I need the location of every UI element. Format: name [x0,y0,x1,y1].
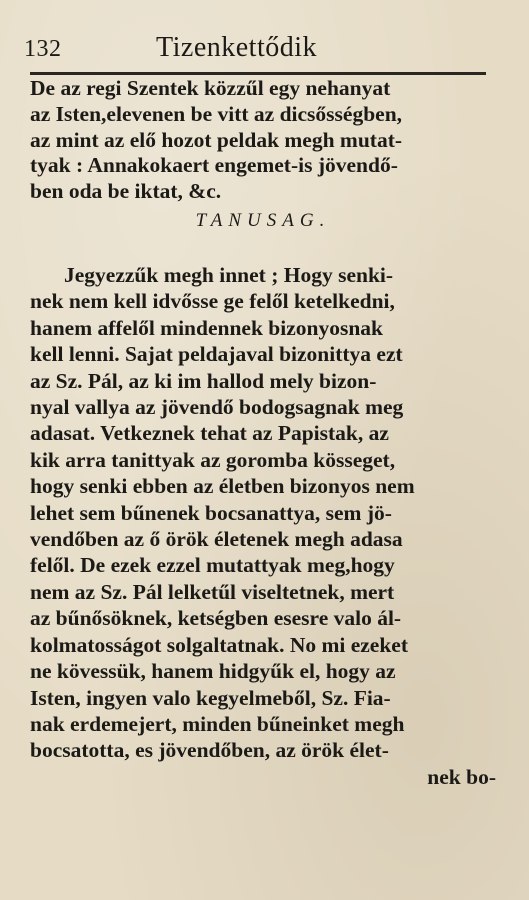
section-heading-block [30,206,496,240]
text-line: ben oda be iktat, &c. [30,179,222,204]
text-line: az mint az elő hozot peldak megh mutat- [30,127,403,152]
text-line: De az regi Szentek közzűl egy nehanyat [30,76,391,100]
text-line: Isten, ingyen valo kegyelmeből, Sz. Fia- [30,685,391,710]
paragraph-one [30,76,496,205]
text-line: az Isten,elevenen be vitt az dicsősségben, [30,101,403,126]
text-line: ne kövessük, hanem hidgyűk el, hogy az [30,659,396,684]
text-line: nak erdemejert, minden bűneinket megh [30,711,405,736]
catchword: nek bo- [427,764,496,789]
text-line: hogy senki ebben az életben bizonyos nem [30,474,415,499]
text-line: kolmatosságot solgaltatnak. No mi ezeket [30,632,409,657]
text-line: kik arra tanittyak az goromba kösseget, [30,447,396,472]
running-head: Tizenkettődik [156,32,318,63]
text-line: tyak : Annakokaert engemet-is jövendő- [30,153,398,178]
text-line: az bűnősöknek, ketségben esesre valo ál- [30,606,402,631]
section-heading: TANUSAG. [195,210,331,231]
text-line: felől. De ezek ezzel mutattyak meg,hogy [30,553,395,578]
text-line: adasat. Vetkeznek tehat az Papistak, az [30,421,389,446]
text-line: nek nem kell idvősse ge felől ketelkedni, [30,289,395,314]
text-line: Jegyezzűk megh innet ; Hogy senki- [64,263,394,287]
text-line: bocsatotta, es jövendőben, az örök élet- [30,738,389,763]
text-line: hanem affelől mindennek bizonyosnak [30,315,384,340]
text-line: vendőben az ő örök életenek megh adasa [30,527,403,552]
text-line: lehet sem bűnenek bocsanattya, sem jö- [30,500,392,525]
header-rule [30,72,486,75]
text-line: nem az Sz. Pál lelketűl viseltetnek, mert [30,579,395,604]
paragraph-two [30,262,496,790]
page-number: 132 [24,36,62,62]
text-line: kell lenni. Sajat peldajaval bizonittya ezt [30,342,403,367]
text-line: nyal vallya az jövendő bodogsagnak meg [30,395,404,420]
page-header [24,30,489,70]
text-line: az Sz. Pál, az ki im hallod mely bizon- [30,368,377,393]
